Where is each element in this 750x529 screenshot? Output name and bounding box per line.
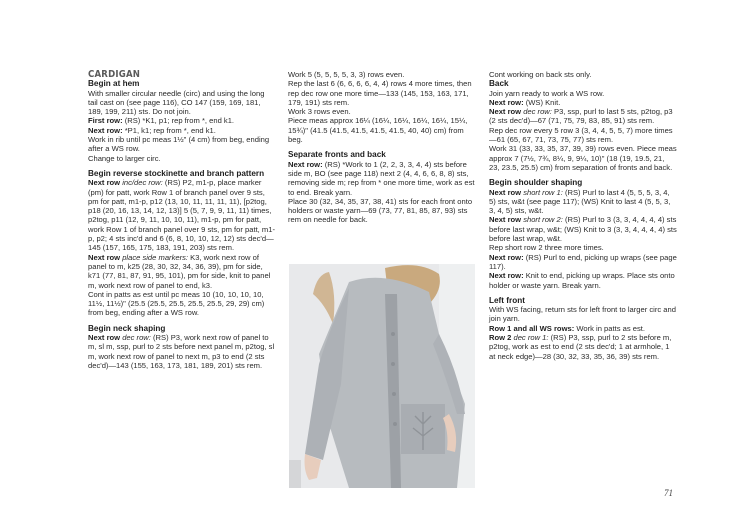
cardigan-illustration	[289, 264, 475, 488]
change-paragraph: Change to larger circ.	[88, 153, 161, 163]
knit-end-paragraph	[489, 271, 677, 290]
back-dec-label: Next row	[489, 107, 522, 117]
short-row-2-paragraph	[489, 215, 677, 243]
meas-paragraph: Piece meas approx 16¼ (16¼, 16¼, 16¼, 16¼, 15¼, 15¾)" (41.5 (41.5, 41.5, 41.5, 41.5, 40, 40) cm) from beg.	[288, 116, 468, 145]
rep-paragraph: Rep the last 6 (6, 6, 6, 6, 4, 4) rows 4 more times, then rep dec row one more time—133 (145, 153, 163, 171, 179, 191) sts rem.	[288, 79, 472, 107]
hem-paragraph: With smaller circular needle (circ) and using the long tail cast on (see page 116), CO 147 (159, 169, 181, 189, 199, 211) sts. Do not join.	[88, 88, 265, 117]
neck-dec-paragraph	[88, 333, 276, 370]
pick-up-label: Next row:	[489, 252, 524, 262]
short-row-1-label: Next row	[489, 187, 522, 197]
column-3	[489, 70, 677, 361]
short-row-2-label-italic: short row 2:	[521, 215, 563, 225]
back-dec-paragraph	[489, 107, 677, 126]
back-dec-text: P3, ssp, purl to last 5 sts, p2tog, p3 (2 sts dec'd)—67 (71, 75, 79, 83, 85, 91) sts rem.	[489, 107, 673, 126]
separate-text: (RS) *Work to 1 (2, 2, 3, 3, 4, 4) sts before side m, BO (see page 118) next 2 (4, 4, 6, 6, 8, 8) sts, removing side m; rep from * one more time, work as est to end. Break yarn.	[288, 159, 475, 197]
side-markers-label: Next row	[88, 252, 121, 262]
pick-up-text: (RS) Purl to end, picking up wraps (see page 117).	[489, 252, 677, 271]
heading-separate-fronts: Separate fronts and back	[288, 150, 386, 160]
short-row-1-paragraph	[489, 188, 677, 216]
column-1	[88, 70, 276, 370]
work-3-paragraph: Work 3 rows even.	[288, 107, 351, 117]
row-1-label: Row 1 and all WS rows:	[489, 323, 575, 333]
rep-dec-paragraph: Rep dec row every 5 row 3 (3, 4, 4, 5, 5, 7) more times—61 (65, 67, 71, 73, 75, 77) sts rem.	[489, 125, 673, 145]
side-markers-paragraph	[88, 253, 276, 290]
row-1-text: Work in patts as est.	[574, 323, 645, 333]
row-2-label: Row 2	[489, 333, 512, 343]
next-ws-text: (WS) Knit.	[523, 97, 561, 107]
short-row-2-text: (RS) Purl to 3 (3, 3, 4, 4, 4, 4) sts before last wrap, w&t; (WS) Knit to 3 (3, 3, 4, 4, 4, 4) sts before last wrap, w&t.	[489, 215, 677, 244]
heading-reverse-stockinette: Begin reverse stockinette and branch pattern	[88, 168, 265, 178]
column-2	[288, 70, 476, 225]
neck-dec-label-italic: dec row:	[120, 333, 151, 343]
pick-up-paragraph	[489, 253, 677, 272]
heading-shoulder-shaping: Begin shoulder shaping	[489, 178, 583, 188]
join-paragraph: Join yarn ready to work a WS row.	[489, 88, 605, 98]
cont-back-paragraph: Cont working on back sts only.	[489, 70, 592, 79]
separate-label: Next row:	[288, 159, 323, 169]
neck-dec-label: Next row	[88, 333, 121, 343]
back-dec-label-italic: dec row:	[521, 107, 552, 117]
heading-left-front: Left front	[489, 295, 525, 305]
next-row-label: Next row:	[88, 125, 123, 135]
inc-dec-label: Next row	[88, 178, 121, 188]
next-ws-label: Next row:	[489, 97, 524, 107]
cont-paragraph: Cont in patts as est until pc meas 10 (10, 10, 10, 10, 11½, 11½)" (25.5 (25.5, 25.5, 25.5, 25.5, 29, 29) cm) from beg, ending after a WS row.	[88, 289, 265, 318]
work-5-paragraph: Work 5 (5, 5, 5, 5, 3, 3) rows even.	[288, 70, 405, 79]
rep-short-row-paragraph: Rep short row 2 three more times.	[489, 243, 604, 253]
separate-paragraph	[288, 160, 476, 197]
short-row-1-text: (RS) Purl to last 4 (5, 5, 5, 3, 4, 5) sts, w&t (see page 117); (WS) Knit to last 4 (5, 5, 3, 3, 4, 5) sts, w&t.	[489, 187, 671, 216]
left-front-paragraph: With WS facing, return sts for left front to larger circ and join yarn.	[489, 305, 676, 324]
heading-back: Back	[489, 79, 509, 89]
place-paragraph: Place 30 (32, 34, 35, 37, 38, 41) sts for each front onto holders or waste yarn—69 (73, 77, 81, 85, 87, 93) sts rem on needle for back.	[288, 196, 473, 225]
page-number: 71	[664, 488, 673, 498]
cardigan-photo	[289, 264, 475, 488]
rib-paragraph: Work in rib until pc meas 1½" (4 cm) from beg, ending after a WS row.	[88, 135, 270, 154]
first-row-paragraph	[88, 116, 276, 125]
heading-neck-shaping: Begin neck shaping	[88, 323, 166, 333]
inc-dec-label-italic: inc/dec row:	[120, 178, 163, 188]
row-2-label-italic: dec row 1:	[511, 333, 549, 343]
neck-dec-text: (RS) P3, work next row of panel to m, sl m, ssp, purl to 2 sts before next panel m, p2tog, sl m, work next row of panel to next m, p3 to end (2 sts dec'd)—143 (155, 163, 173, 181, 189, 201) sts rem.	[88, 333, 275, 370]
next-ws-paragraph	[489, 98, 677, 107]
side-markers-label-italic: place side markers:	[120, 252, 189, 262]
short-row-2-label: Next row	[489, 215, 522, 225]
heading-begin-at-hem: Begin at hem	[88, 79, 140, 89]
side-markers-text: K3, work next row of panel to m, k25 (28, 30, 32, 34, 36, 39), pm for side, k71 (77, 81, 87, 91, 95, 101), pm for side, knit to panel m, work next row of panel to end, k3.	[88, 252, 271, 290]
knit-end-text: Knit to end, picking up wraps. Place sts onto holder or waste yarn. Break yarn.	[489, 271, 675, 290]
next-row-text: *P1, k1; rep from *, end k1.	[122, 125, 216, 135]
row-2-paragraph	[489, 333, 677, 361]
first-row-label: First row:	[88, 116, 123, 126]
next-row-paragraph	[88, 126, 276, 135]
inc-dec-paragraph	[88, 178, 276, 252]
row-1-paragraph	[489, 324, 677, 333]
first-row-text: (RS) *K1, p1; rep from *, end k1.	[122, 116, 235, 126]
inc-dec-text: (RS) P2, m1-p, place marker (pm) for patt, work Row 1 of branch panel over 9 sts, pm for patt, m1-p, p12 (13, 10, 11, 11, 11, 11), [p2tog, p18 (20, 16, 13, 14, 12, 13)] 5 (5, 7, 9, 9, 11, 11) times, p2tog, p11 (12, 9, 11, 10, 10, 11), m1-p, pm for patt, work Row 1 of branch panel over 9 sts, pm for patt, m1-p, p2; 4 sts inc'd and 6 (6, 8, 10, 10, 12, 12) sts dec'd—145 (157, 165, 175, 183, 191, 203) sts rem.	[88, 178, 275, 253]
short-row-1-label-italic: short row 1:	[521, 187, 563, 197]
work-31-paragraph: Work 31 (33, 33, 35, 37, 39, 39) rows even. Piece meas approx 7 (7½, 7¾, 8¼, 9, 9¼, 10)" (18 (19, 19.5, 21, 23, 23.5, 25.5) cm) from separation of fronts and back.	[489, 144, 677, 172]
knit-end-label: Next row:	[489, 271, 524, 281]
row-2-text: (RS) P3, ssp, purl to 2 sts before m, p2tog, work as est to end (2 sts dec'd; 1 at armhole, 1 at neck edge)—28 (30, 32, 33, 35, 36, 39) sts rem.	[489, 333, 672, 361]
pattern-title: CARDIGAN	[88, 69, 141, 80]
